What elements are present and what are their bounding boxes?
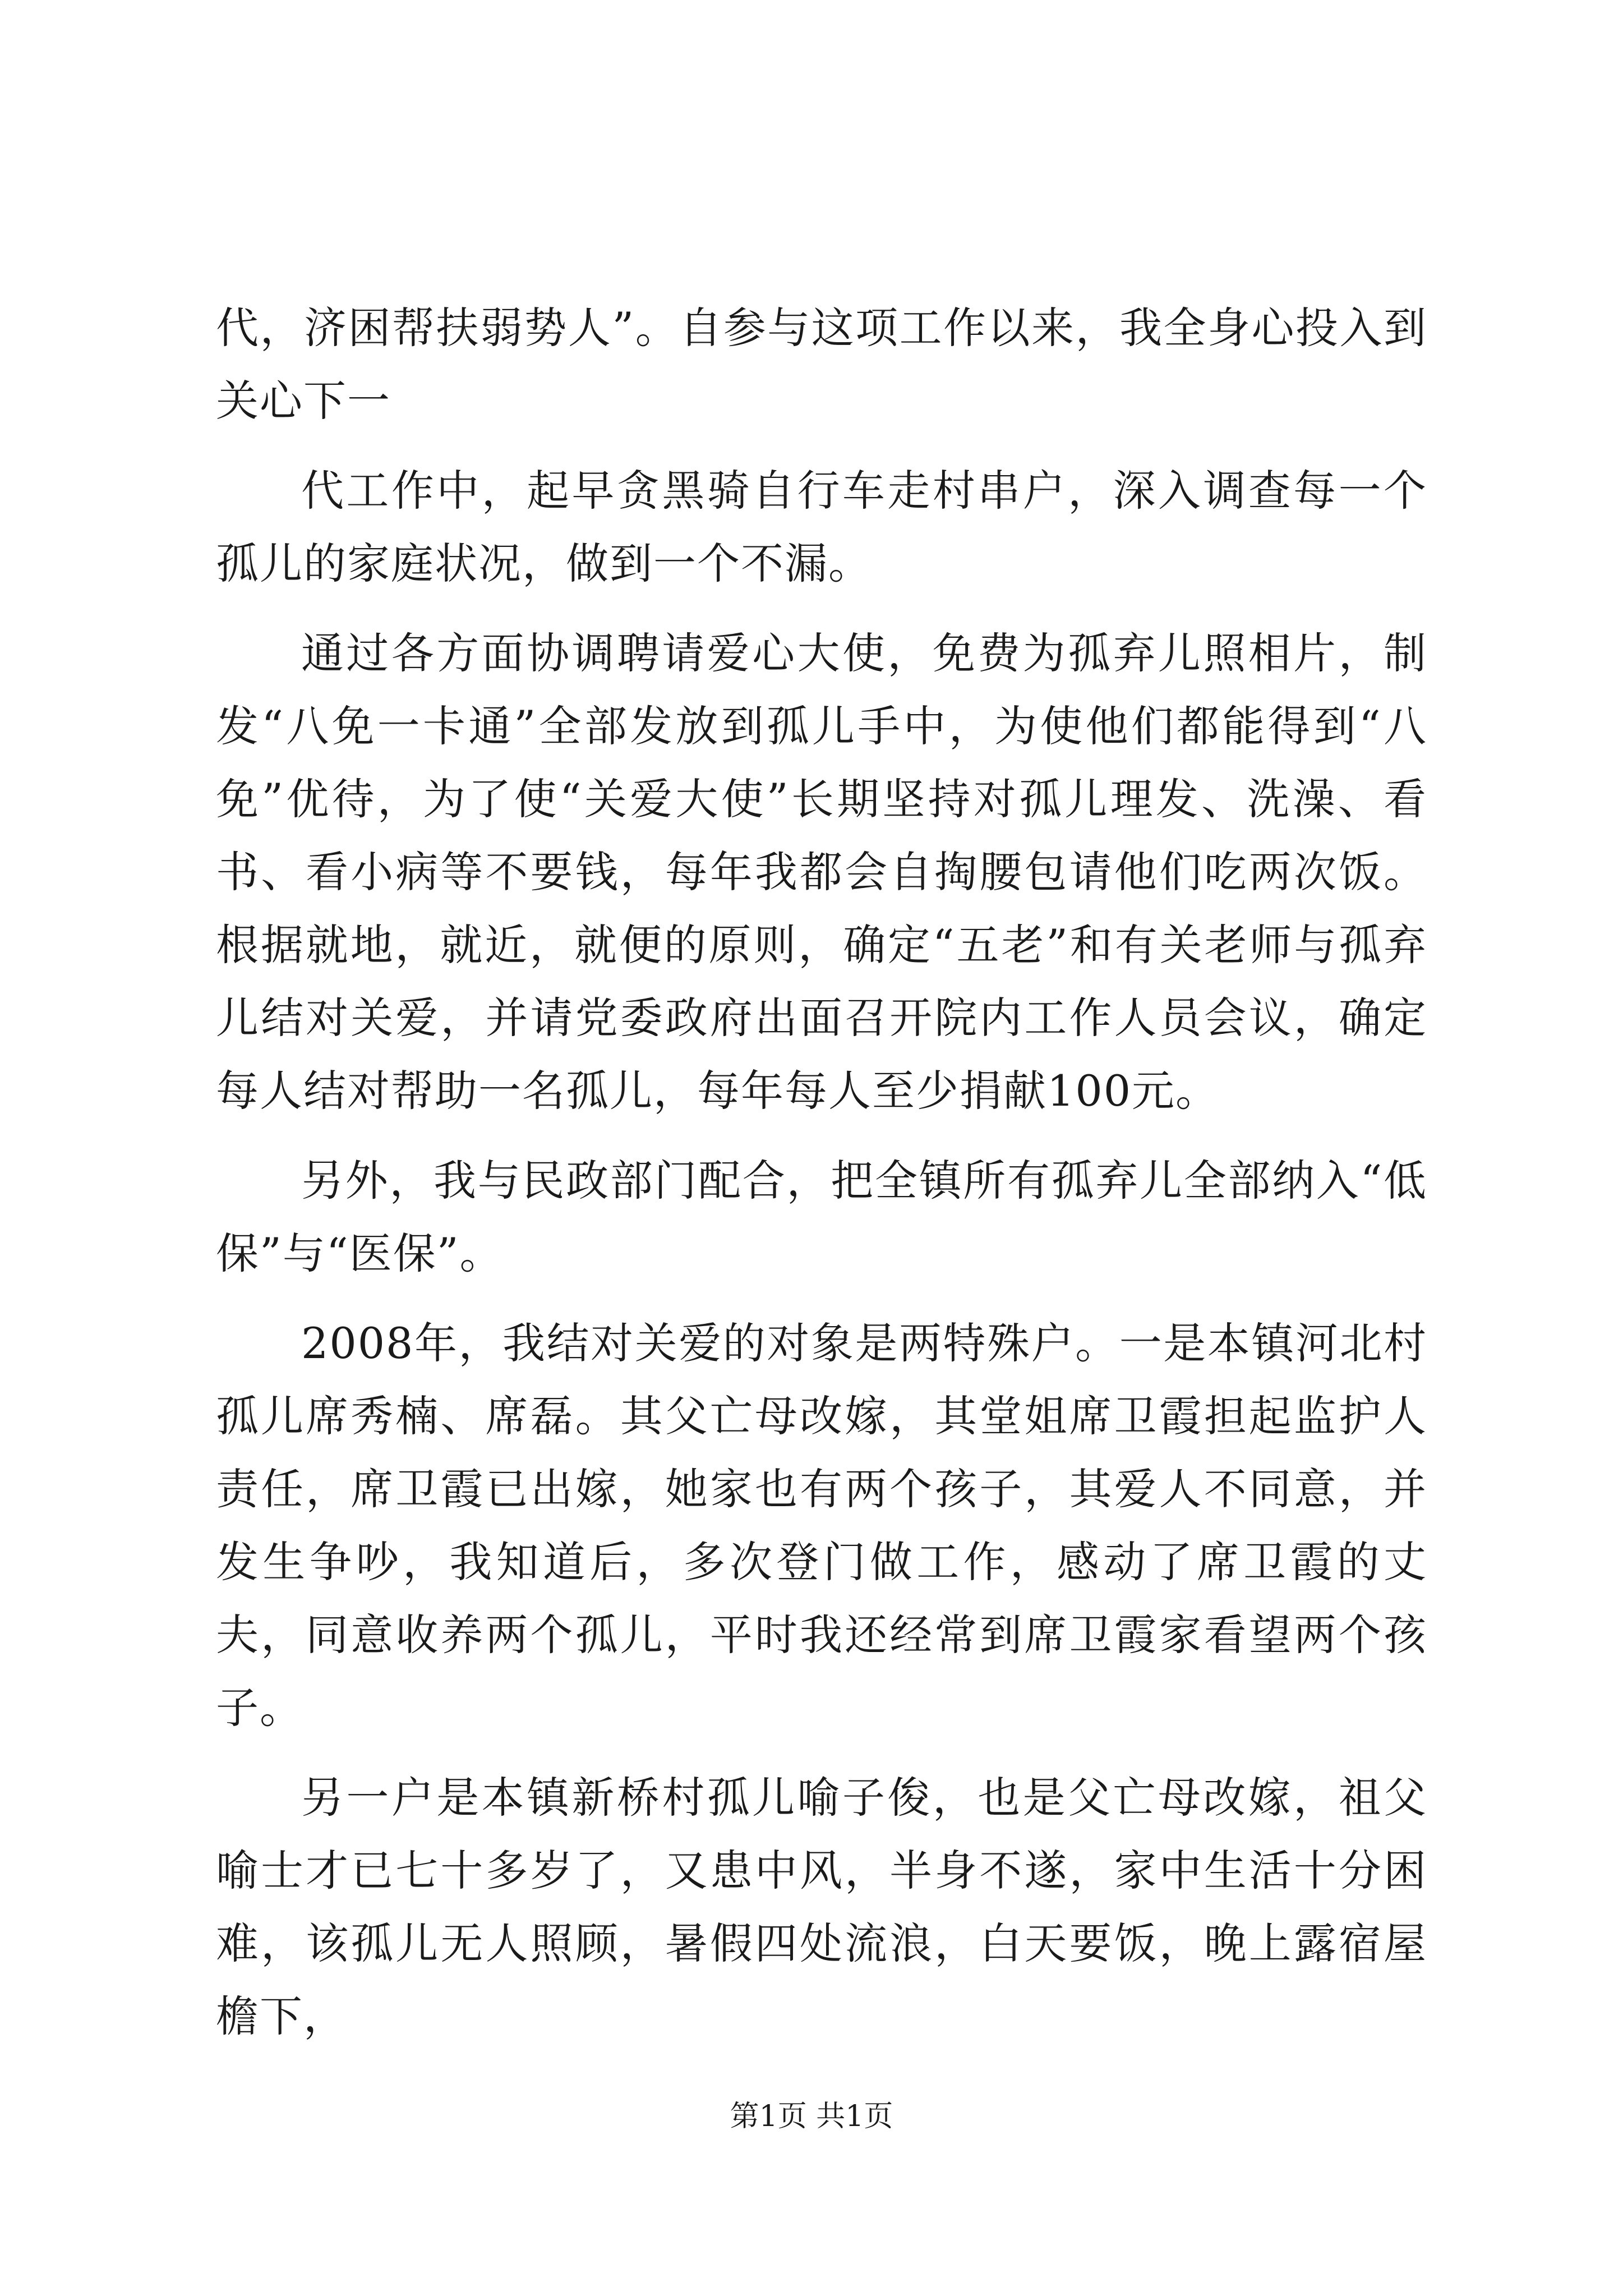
page-number-label: 第1页 共1页 — [730, 2100, 893, 2133]
paragraph-2: 代工作中，起早贪黑骑自行车走村串户，深入调查每一个孤儿的家庭状况，做到一个不漏。 — [216, 466, 1427, 588]
paragraph-3: 通过各方面协调聘请爱心大使，免费为孤弃儿照相片，制发“八免一卡通”全部发放到孤儿手中，为使他们都能得到“八免”优待，为了使“关爱大使”长期坚持对孤儿理发、洗澡、看书、看小病等不要钱，每年我都会自掏腰包请他们吃两次饭。根据就地，就近，就便的原则，确定“五老”和有关老师与孤弃儿结对关爱，并请党委政府出面召开院内工作人员会议，确定每人结对帮助一名孤儿，每年每人至少捐献100元。 — [216, 628, 1427, 1116]
paragraph-1: 代，济困帮扶弱势人”。自参与这项工作以来，我全身心投入到关心下一 — [216, 303, 1427, 426]
paragraph-4: 另外，我与民政部门配合，把全镇所有孤弃儿全部纳入“低保”与“医保”。 — [216, 1156, 1427, 1278]
document-body — [216, 292, 1427, 2070]
page-footer — [0, 2097, 1623, 2136]
paragraph-6: 另一户是本镇新桥村孤儿喻子俊，也是父亡母改嫁，祖父喻士才已七十多岁了，又患中风，半身不遂，家中生活十分困难，该孤儿无人照顾，暑假四处流浪，白天要饭，晚上露宿屋檐下， — [216, 1773, 1427, 2041]
paragraph-5: 2008年，我结对关爱的对象是两特殊户。一是本镇河北村孤儿席秀楠、席磊。其父亡母改嫁，其堂姐席卫霞担起监护人责任，席卫霞已出嫁，她家也有两个孩子，其爱人不同意，并发生争吵，我知道后，多次登门做工作，感动了席卫霞的丈夫，同意收养两个孤儿，平时我还经常到席卫霞家看望两个孩子。 — [216, 1318, 1427, 1733]
